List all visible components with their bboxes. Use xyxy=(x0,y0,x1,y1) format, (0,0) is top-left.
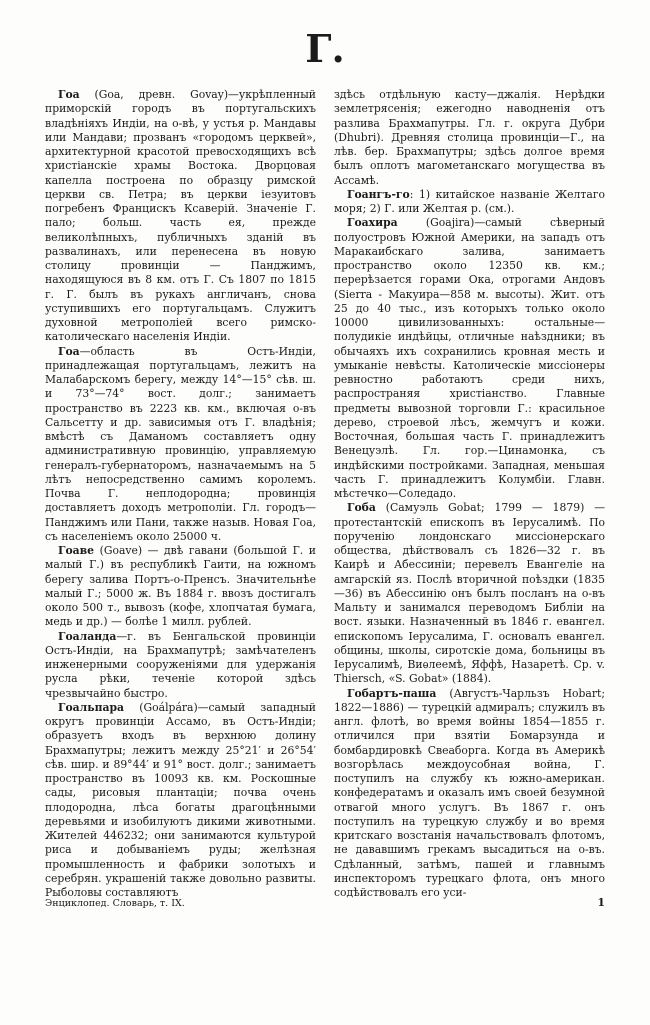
entry-text: (Goave) — двѣ гавани (большой Г. и малый Г.) въ республикѣ Гаити, на южномъ берегу залива Портъ-о-Пренсъ. Значительнѣе малый Г.; 5000 ж. Въ 1884 г. ввозъ достигалъ около 500 т., вывозъ (кофе, хлопчатая бумага, медь и др.) — болѣе 1 милл. рублей. xyxy=(45,544,316,629)
text-columns xyxy=(45,88,605,900)
entry-goalpara-continuation xyxy=(334,88,605,188)
entry-text: (Goa, древн. Govay)—укрѣпленный приморскій городъ въ португальскихъ владѣніяхъ Индіи, на о-вѣ, у устья р. Мандавы или Мандави; прозванъ «городомъ церквей», архитектурной красотой превосходящихъ всѣ христіанскіе храмы Востока. Дворцовая капелла построена по образцу римской церкви св. Петра; въ церкви іезуитовъ погребенъ Францискъ Ксаверій. Значеніе Г. пало; больш. часть ея, прежде великолѣпныхъ, публичныхъ зданій въ развалинахъ, или перенесена въ новую столицу провинціи — Панджимъ, находящуюся въ 8 км. отъ Г. Съ 1807 по 1815 г. Г. былъ въ рукахъ англичанъ, снова уступившихъ его португальцамъ. Служитъ духовной метрополіей всего римско-католическаго населенія Индіи. xyxy=(45,88,316,344)
entry-text: (Августъ-Чарльзъ Hobart; 1822—1886) — турецкій адмиралъ; служилъ въ англ. флотѣ, во время войны 1854—1855 г. отличился при взятіи Бомарзунда и бомбардировкѣ Свеаборга. Когда въ Америкѣ возгорѣлась междоусобная война, Г. поступилъ на службу къ южно-американ. конфедератамъ и оказалъ имъ своей безумной отвагой много услугъ. Въ 1867 г. онъ поступилъ на турецкую службу и во время критскаго возстанія начальствовалъ флотомъ, не дававшимъ грекамъ высадиться на о-въ. Сдѣланный, затѣмъ, пашей и главнымъ инспекторомъ турецкаго флота, онъ много содѣйствовалъ его уси- xyxy=(334,686,605,899)
entry-goang-go xyxy=(334,188,605,217)
entry-term: Гоба xyxy=(347,501,376,515)
entry-text: : 1) китайское названіе Желтаго моря; 2) Г. или Желтая р. (см.). xyxy=(334,187,605,215)
entry-term: Гоахира xyxy=(347,216,398,230)
entry-goalpara xyxy=(45,701,316,901)
page-number: 1 xyxy=(597,896,605,909)
entry-term: Гоангъ-го xyxy=(347,187,410,201)
entry-text: —область въ Остъ-Индіи, принадлежащая португальцамъ, лежитъ на Малабарскомъ берегу, между 14°—15° сѣв. ш. и 73°—74° вост. долг.; занимаетъ пространство въ 2223 кв. км., включая о-въ Сальсетту и др. зависимыя отъ Г. владѣнія; вмѣстѣ съ Даманомъ составляетъ одну административную провинцію, управляемую генералъ-губернаторомъ, назначаемымъ на 5 лѣтъ непосредственно самимъ королемъ. Почва Г. неплодородна; провинція доставляетъ доходъ метрополіи. Гл. городъ—Панджимъ или Пани, также назыв. Новая Гоа, съ населеніемъ около 25000 ч. xyxy=(45,344,316,543)
entry-goba xyxy=(334,501,605,686)
entry-term: Гобартъ-паша xyxy=(347,686,437,700)
entry-term: Гоа xyxy=(58,344,80,358)
entry-text: здѣсь отдѣльную касту—джалія. Нерѣдки землетрясенія; ежегодно наводненія отъ разлива Брахмапутры. Гл. г. округа Дубри (Dhubri). Древняя столица провинціи—Г., на лѣв. бер. Брахмапутры; здѣсь долгое время былъ оплотъ магометанскаго могущества въ Ассамѣ. xyxy=(334,88,605,187)
volume-imprint: Энциклопед. Словарь, т. IX. xyxy=(45,898,185,909)
entry-goalanda xyxy=(45,630,316,701)
entry-goahira xyxy=(334,216,605,501)
entry-goa-region xyxy=(45,345,316,545)
entry-text: —г. въ Бенгальской провинціи Остъ-Индіи, на Брахмапутрѣ; замѣчателенъ инженерными сооруженіями для удержанія русла рѣки, теченіе которой здѣсь чрезвычайно быстро. xyxy=(45,629,316,700)
entry-gobart-pasha xyxy=(334,687,605,901)
page-footer xyxy=(45,896,605,909)
entry-term: Гоа xyxy=(58,88,80,101)
entry-term: Гоаланда xyxy=(58,629,117,643)
section-letter-heading: Г. xyxy=(305,26,345,71)
entry-goa-city xyxy=(45,88,316,345)
entry-goave xyxy=(45,544,316,630)
entry-text: (Goálpára)—самый западный округъ провинціи Ассамо, въ Остъ-Индіи; образуетъ входъ въ верхнюю долину Брахмапутры; лежитъ между 25°21′ и 26°54′ сѣв. шир. и 89°44′ и 91° вост. долг.; занимаетъ пространство въ 10093 кв. км. Роскошные сады, рисовыя плантаціи; почва очень плодородна, лѣса богаты драгоцѣнными деревьями и изобилуютъ дикими животными. Жителей 446232; они занимаются культурой риса и добываніемъ руды; желѣзная промышленность и фабрики золотыхъ и серебрян. украшеній также довольно развиты. Рыболовы составляютъ xyxy=(45,700,316,899)
right-column xyxy=(334,88,605,900)
entry-text: (Самуэль Gobat; 1799 — 1879) — протестантскій епископъ въ Іерусалимѣ. По порученію лондонскаго миссіонерскаго общества, дѣйствовалъ съ 1826—32 г. въ Каирѣ и Абессиніи; перевелъ Евангеліе на амгарскій яз. Послѣ вторичной поѣздки (1835—36) въ Абессинію онъ былъ посланъ на о-въ Мальту и занимался переводомъ Библіи на вост. языки. Назначенный въ 1846 г. евангел. епископомъ Іерусалима, Г. основалъ евангел. общины, школы, сиротскіе дома, больницы въ Іерусалимѣ, Виѳлеемѣ, Яффѣ, Назаретѣ. Ср. v. Thiersch, «S. Gobat» (1884). xyxy=(334,501,605,686)
entry-term: Гоаве xyxy=(58,544,95,557)
left-column xyxy=(45,88,316,900)
entry-text: (Goajira)—самый сѣверный полуостровъ Южной Америки, на западъ отъ Маракаибскаго залива, занимаетъ пространство около 12350 кв. км.; перерѣзается горами Ока, отрогами Андовъ (Sierra - Макуира—858 м. высоты). Жит. отъ 25 до 40 тыс., изъ которыхъ только около 10000 цивилизованныхъ: остальные—полудикіе индѣйцы, отличные наѣздники; въ обычаяхъ ихъ сохранились кровная месть и умыканіе невѣсты. Католическіе миссіонеры ревностно работаютъ среди нихъ, распространяя христіанство. Главные предметы вывозной торговли Г.: красильное дерево, строевой лѣсъ, жемчугъ и кожи. Восточная, большая часть Г. принадлежитъ Венецуэлѣ. Гл. гор.—Цинамонка, съ индѣйскими постройками. Западная, меньшая часть Г. принадлежитъ Колумбіи. Главн. мѣстечко—Соледадо. xyxy=(334,216,605,500)
entry-term: Гоальпара xyxy=(58,700,125,714)
